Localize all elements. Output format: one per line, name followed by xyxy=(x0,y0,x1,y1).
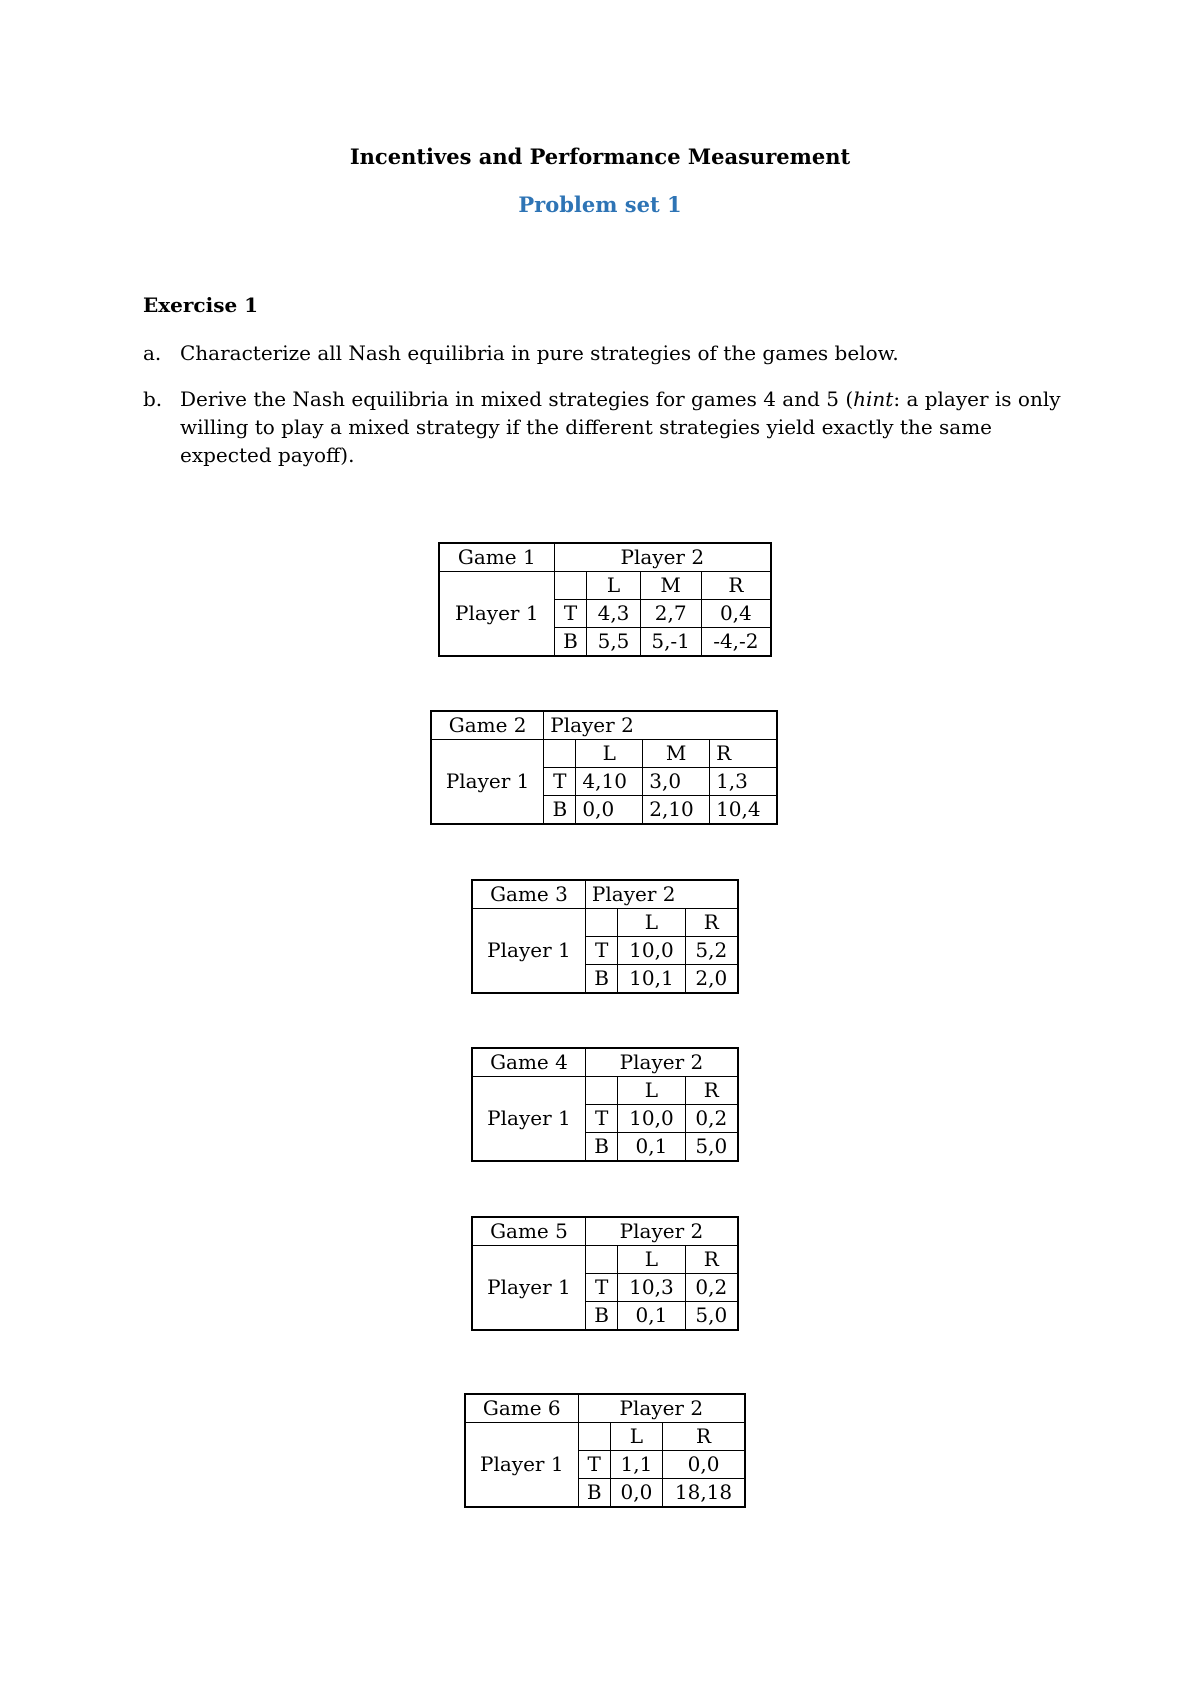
payoff-cell: 0,1 xyxy=(618,1133,685,1162)
corner-cell xyxy=(578,1423,610,1451)
corner-cell xyxy=(585,1077,617,1105)
payoff-cell: 5,-1 xyxy=(640,628,701,657)
list-marker: b. xyxy=(143,387,163,411)
game-name: Game 2 xyxy=(431,711,544,740)
column-header: M xyxy=(643,740,710,768)
player-1-label: Player 1 xyxy=(431,740,544,825)
payoff-cell: 0,0 xyxy=(663,1451,745,1479)
corner-cell xyxy=(585,1246,617,1274)
player-1-label: Player 1 xyxy=(465,1423,578,1508)
player-2-header: Player 2 xyxy=(554,543,771,572)
player-1-label: Player 1 xyxy=(439,572,554,657)
payoff-cell: 1,1 xyxy=(610,1451,662,1479)
payoff-cell: 1,3 xyxy=(710,768,777,796)
payoff-cell: 2,7 xyxy=(640,600,701,628)
column-header: L xyxy=(618,1077,685,1105)
hint-word: hint xyxy=(853,387,894,411)
game-name: Game 1 xyxy=(439,543,554,572)
list-item-text xyxy=(180,385,1083,469)
game-5-table xyxy=(471,1216,739,1331)
payoff-cell: 0,1 xyxy=(618,1302,685,1331)
row-header: T xyxy=(554,600,587,628)
payoff-cell: 5,0 xyxy=(685,1133,738,1162)
payoff-cell: 10,0 xyxy=(618,1105,685,1133)
list-item-a xyxy=(143,339,1083,367)
text-segment: Derive the Nash equilibria in mixed strategies for games 4 and 5 ( xyxy=(180,387,854,411)
player-2-header: Player 2 xyxy=(585,880,738,909)
row-header: B xyxy=(554,628,587,657)
game-name: Game 5 xyxy=(472,1217,585,1246)
row-header: T xyxy=(585,937,617,965)
player-1-label: Player 1 xyxy=(472,1246,585,1331)
row-header: T xyxy=(578,1451,610,1479)
payoff-cell: -4,-2 xyxy=(701,628,771,657)
column-header: M xyxy=(640,572,701,600)
row-header: T xyxy=(585,1274,617,1302)
text-segment: : a player is only willing to play a mixed strategy if the different strategies yield exactly the same expected payoff). xyxy=(180,387,1061,467)
list-marker: a. xyxy=(143,341,162,365)
column-header: R xyxy=(685,909,738,937)
payoff-cell: 0,2 xyxy=(685,1274,738,1302)
corner-cell xyxy=(585,909,617,937)
column-header: L xyxy=(587,572,640,600)
list-item-b xyxy=(143,385,1083,469)
row-header: T xyxy=(585,1105,617,1133)
payoff-cell: 4,3 xyxy=(587,600,640,628)
payoff-cell: 0,4 xyxy=(701,600,771,628)
payoff-cell: 0,2 xyxy=(685,1105,738,1133)
player-1-label: Player 1 xyxy=(472,909,585,994)
payoff-cell: 5,5 xyxy=(587,628,640,657)
payoff-cell: 4,10 xyxy=(576,768,643,796)
column-header: R xyxy=(663,1423,745,1451)
row-header: B xyxy=(544,796,576,825)
player-2-header: Player 2 xyxy=(544,711,777,740)
payoff-cell: 5,0 xyxy=(685,1302,738,1331)
payoff-cell: 10,1 xyxy=(618,965,685,994)
game-4-table xyxy=(471,1047,739,1162)
player-2-header: Player 2 xyxy=(585,1048,738,1077)
document-subtitle: Problem set 1 xyxy=(518,192,682,217)
game-name: Game 3 xyxy=(472,880,585,909)
corner-cell xyxy=(544,740,576,768)
game-name: Game 6 xyxy=(465,1394,578,1423)
column-header: L xyxy=(576,740,643,768)
exercise-heading: Exercise 1 xyxy=(143,293,259,317)
row-header: T xyxy=(544,768,576,796)
document-title: Incentives and Performance Measurement xyxy=(349,144,851,169)
game-1-table xyxy=(438,542,772,657)
game-3-table xyxy=(471,879,739,994)
column-header: R xyxy=(710,740,777,768)
list-item-text: Characterize all Nash equilibria in pure strategies of the games below. xyxy=(180,341,899,365)
row-header: B xyxy=(585,1302,617,1331)
player-2-header: Player 2 xyxy=(585,1217,738,1246)
column-header: R xyxy=(685,1077,738,1105)
column-header: R xyxy=(685,1246,738,1274)
payoff-cell: 18,18 xyxy=(663,1479,745,1508)
column-header: L xyxy=(618,909,685,937)
payoff-cell: 2,0 xyxy=(685,965,738,994)
payoff-cell: 5,2 xyxy=(685,937,738,965)
payoff-cell: 2,10 xyxy=(643,796,710,825)
row-header: B xyxy=(585,1133,617,1162)
payoff-cell: 3,0 xyxy=(643,768,710,796)
game-name: Game 4 xyxy=(472,1048,585,1077)
row-header: B xyxy=(578,1479,610,1508)
payoff-cell: 10,0 xyxy=(618,937,685,965)
corner-cell xyxy=(554,572,587,600)
payoff-cell: 10,4 xyxy=(710,796,777,825)
column-header: R xyxy=(701,572,771,600)
payoff-cell: 0,0 xyxy=(610,1479,662,1508)
player-2-header: Player 2 xyxy=(578,1394,745,1423)
payoff-cell: 10,3 xyxy=(618,1274,685,1302)
column-header: L xyxy=(618,1246,685,1274)
game-2-table xyxy=(430,710,778,825)
row-header: B xyxy=(585,965,617,994)
column-header: L xyxy=(610,1423,662,1451)
game-6-table xyxy=(464,1393,746,1508)
payoff-cell: 0,0 xyxy=(576,796,643,825)
player-1-label: Player 1 xyxy=(472,1077,585,1162)
